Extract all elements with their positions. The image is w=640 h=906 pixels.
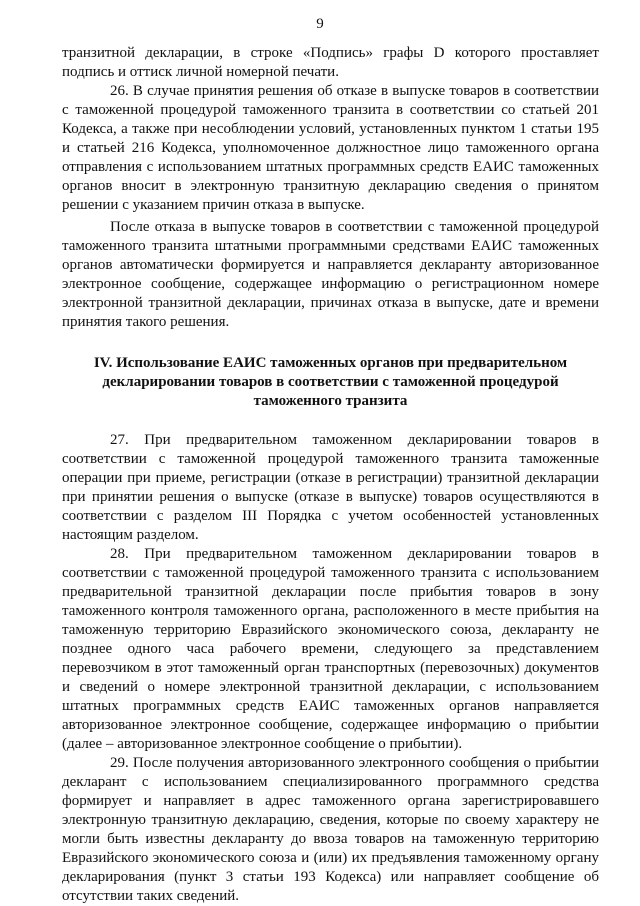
- paragraph-26: 26. В случае принятия решения об отказе в выпуске товаров в соответствии с таможенной процедурой таможенного транзита в соответствии со статьей 201 Кодекса, а также при несоблюдении условий, установленных пунктом 1 статьи 195 и статьей 216 Кодекса, уполномоченное должностное лицо таможенного органа отправления с использованием штатных программных средств ЕАИС таможенных органов вносит в электронную транзитную декларацию сведения о принятом решении с указанием причин отказа в выпуске.: [62, 83, 599, 213]
- paragraph-28: 28. При предварительном таможенном декларировании товаров в соответствии с таможенной процедурой таможенного транзита с использованием предварительной транзитной декларации после прибытия товаров в зону таможенного контроля таможенного органа, расположенного в месте прибытия на таможенную территорию Евразийского экономического союза, декларанту не позднее одного часа рабочего времени, следующего за представлением перевозчиком в этот таможенный орган транспортных (перевозочных) документов и сведений о номере электронной транзитной декларации, с использованием штатных программных средств ЕАИС таможенных органов направляется авторизованное электронное сообщение, содержащее информацию о прибытии (далее – авторизованное электронное сообщение о прибытии).: [62, 546, 599, 752]
- section-heading: [62, 354, 599, 411]
- page-number: 9: [316, 16, 324, 32]
- document-body: [62, 44, 599, 906]
- section-heading-line-3: таможенного транзита: [253, 393, 408, 409]
- paragraph-29: 29. После получения авторизованного электронного сообщения о прибытии декларант с использованием специализированного программного средства формирует и направляет в адрес таможенного органа зарегистрировавшего электронную транзитную декларацию, сведения, которые по своему характеру не могли быть известны декларанту до ввоза товаров на таможенную территорию Евразийского экономического союза и (или) их предъявления таможенному органу декларирования (пункт 3 статьи 193 Кодекса) или направляет сообщение об отсутствии таких сведений.: [62, 755, 599, 904]
- section-heading-line-1: IV. Использование ЕАИС таможенных органов при предварительном: [93, 355, 568, 371]
- paragraph-27: 27. При предварительном таможенном декларировании товаров в соответствии с таможенной процедурой таможенного транзита таможенные операции при приеме, регистрации (отказе в регистрации) транзитной декларации при принятии решения о выпуске (отказе в выпуске) товаров осуществляются в соответствии с разделом III Порядка с учетом особенностей установленных настоящим разделом.: [62, 432, 599, 543]
- section-heading-line-2: декларировании товаров в соответствии с таможенной процедурой: [102, 374, 559, 390]
- paragraph-refusal-notice: После отказа в выпуске товаров в соответствии с таможенной процедурой таможенного транзита штатными программными средствами ЕАИС таможенных органов автоматически формируется и направляется декларанту авторизованное электронное сообщение, содержащее информацию о регистрационном номере электронной транзитной декларации, причинах отказа в выпуске, дате и времени принятия такого решения.: [62, 219, 599, 330]
- paragraph-continuation: транзитной декларации, в строке «Подпись» графы D которого проставляет подпись и оттиск личной номерной печати.: [62, 45, 599, 80]
